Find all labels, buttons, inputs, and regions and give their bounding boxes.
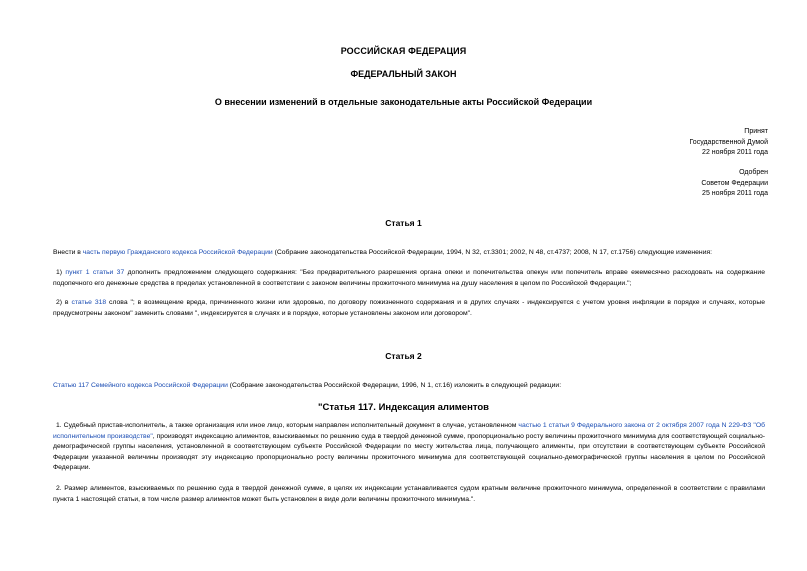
article-2-heading: Статья 2 (385, 351, 422, 361)
approved-by: Советом Федерации (701, 179, 768, 187)
item2-post: слова "; в возмещение вреда, причиненного жизни или здоровью, по договору пожизненного содержания и в других случаях - индексируется с учетом уровня инфляции в порядке и случаях, которые предусмотрены законом" заменить словами ", индексируется в случаях и в порядке, которые установлены законом или договором". (53, 299, 765, 317)
accepted-by: Государственной Думой (689, 138, 768, 146)
accepted-date: 22 ноября 2011 года (702, 149, 768, 156)
p1-post: , производят индексацию алиментов, взыскиваемых по решению суда в твердой денежной сумме, пропорционально росту величины прожиточного минимума для соответствующей социально-демографической группы населения, установленной в соответствующем субъекте Российской Федерации по месту жительства лица, получающего алименты, при отсутствии в соответствующем субъекте Российской Федерации указанной величины производят эту индексацию пропорционально росту величины прожиточного минимума для соответствующей социально-демографической группы населения в целом по Российской Федерации. (53, 432, 765, 472)
intro-text-post: (Собрание законодательства Российской Федерации, 1994, N 32, ст.3301; 2002, N 48, ст.4737; 2008, N 17, ст.1756) следующие изменения: (272, 249, 713, 256)
civil-code-link[interactable]: часть первую Гражданского кодекса Российской Федерации (82, 249, 273, 256)
article-2-intro (53, 381, 765, 392)
item1-post: дополнить предложением следующего содержания: "Без предварительного разрешения органа опеки и попечительства опекун или попечитель вправе ежемесячно расходовать на содержание подопечного его денежные средства в пределах установленной в соответствии с законом величины прожиточного минимума на душу населения в целом по Российской Федерации."; (53, 269, 765, 287)
adoption-block (689, 127, 768, 159)
article-117-paragraph-1 (53, 421, 765, 474)
enforcement-law-link[interactable]: частью 1 статьи 9 Федерального закона от 2 октября 2007 года N 229-ФЗ "Об исполнительном производстве" (53, 422, 765, 440)
item2-pre: 2) в (56, 299, 72, 306)
p1-pre: 1. Судебный пристав-исполнитель, а также организация или иное лицо, которым направлен исполнительный документ в случае, установленном (56, 422, 519, 429)
article-117-paragraph-2 (53, 484, 765, 505)
family-code-link[interactable]: Статью 117 Семейного кодекса Российской Федерации (53, 382, 228, 389)
law-title: О внесении изменений в отдельные законодательные акты Российской Федерации (214, 97, 593, 107)
intro-text-pre: Внести в (53, 249, 83, 256)
article-1-item-1 (53, 268, 765, 289)
doc-type-heading: ФЕДЕРАЛЬНЫЙ ЗАКОН (350, 69, 457, 79)
article-1-intro (53, 248, 765, 259)
approved-label: Одобрен (739, 169, 768, 176)
article-318-link[interactable]: статье 318 (71, 299, 107, 306)
item1-pre: 1) (56, 269, 66, 276)
article-2-intro-post: (Собрание законодательства Российской Федерации, 1996, N 1, ст.16) изложить в следующей редакции: (227, 382, 562, 389)
p2-text: 2. Размер алиментов, взыскиваемых по решению суда в твердой денежной сумме, в целях их индексации устанавливается судом кратным величине прожиточного минимума, определенной в соответствии с правилами пункта 1 настоящей статьи, в том числе размер алиментов может быть установлен в виде доли величины прожиточного минимума.". (53, 485, 765, 503)
country-heading: РОССИЙСКАЯ ФЕДЕРАЦИЯ (340, 46, 467, 56)
article-1-heading: Статья 1 (385, 218, 422, 228)
article-1-item-2 (53, 298, 765, 319)
accepted-label: Принят (744, 128, 768, 135)
approval-block (701, 168, 768, 200)
article-117-title: "Статья 117. Индексация алиментов (317, 402, 489, 413)
approved-date: 25 ноября 2011 года (702, 190, 768, 197)
article-37-link[interactable]: пункт 1 статьи 37 (65, 269, 125, 276)
